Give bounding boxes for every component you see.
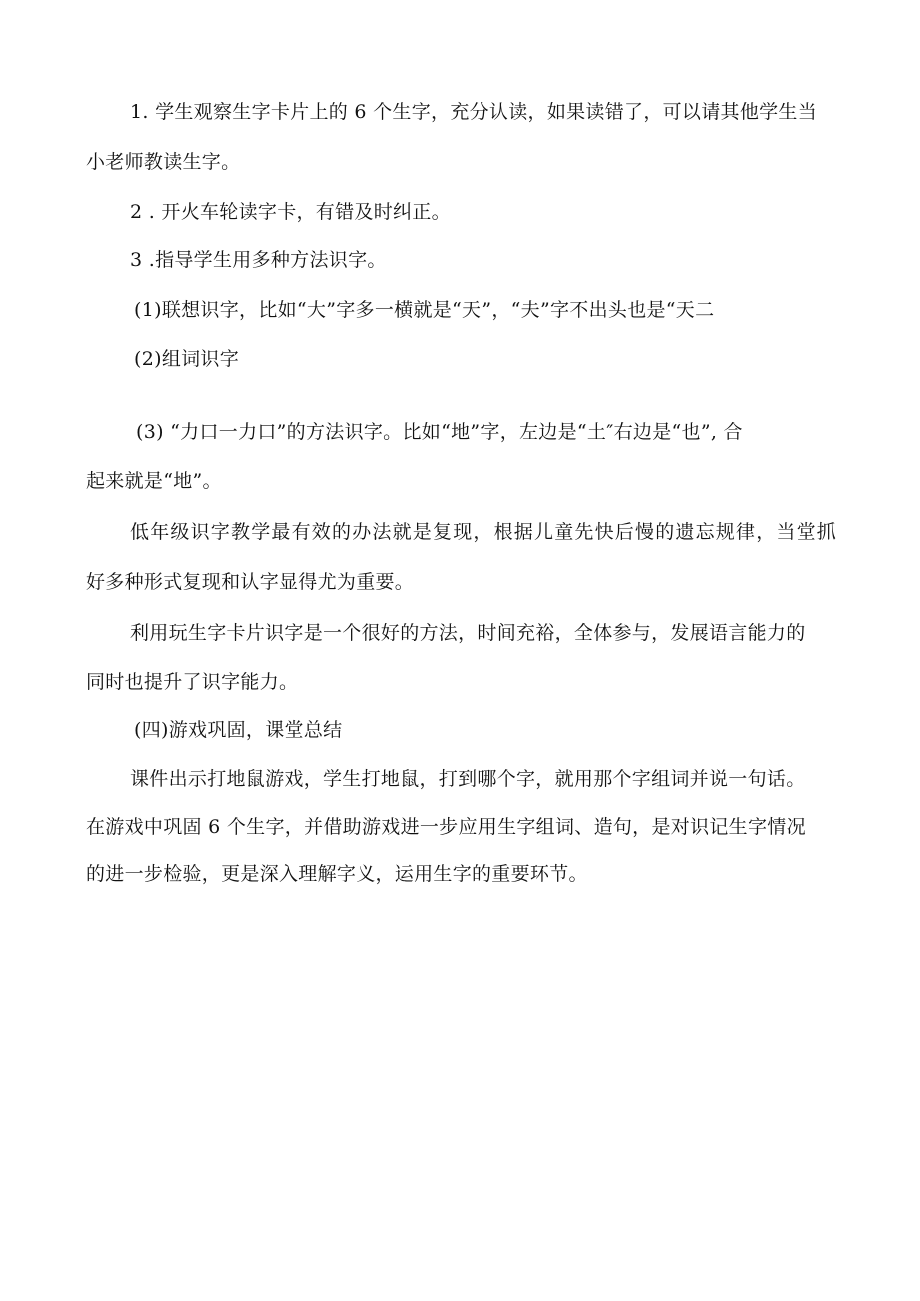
text-line-16: 的进一步检验，更是深入理解字义，运用生字的重要环节。 xyxy=(86,863,588,885)
text-line-8: 起来就是“地”。 xyxy=(86,470,222,492)
section-heading: (四)游戏巩固，课堂总结 xyxy=(134,719,343,741)
text-line-10: 好多种形式复现和认字显得尤为重要。 xyxy=(86,571,415,593)
text-line-9: 低年级识字教学最有效的办法就是复现，根据儿童先快后慢的遗忘规律，当堂抓 xyxy=(130,521,838,543)
text-line-4: 3 .指导学生用多种方法识字。 xyxy=(130,249,387,271)
text-line-12: 同时也提升了识字能力。 xyxy=(86,671,299,693)
text-line-2: 小老师教读生字。 xyxy=(86,151,241,173)
text-line-6: (2)组词识字 xyxy=(134,348,240,370)
text-line-7: (3) “力口一力口”的方法识字。比如“地”字，左边是“土″右边是“也”, 合 xyxy=(136,421,743,443)
text-line-14: 课件出示打地鼠游戏，学生打地鼠，打到哪个字，就用那个字组词并说一句话。 xyxy=(130,768,806,790)
text-line-5: (1)联想识字，比如“大”字多一横就是“天”，“夫”字不出头也是“天二 xyxy=(134,299,715,321)
text-line-11: 利用玩生字卡片识字是一个很好的方法，时间充裕，全体参与，发展语言能力的 xyxy=(130,622,806,644)
text-line-1: 1. 学生观察生字卡片上的 6 个生字，充分认读，如果读错了，可以请其他学生当 xyxy=(130,101,818,123)
text-line-15: 在游戏中巩固 6 个生字，并借助游戏进一步应用生字组词、造句，是对识记生字情况 xyxy=(86,816,806,838)
text-line-3: 2 . 开火车轮读字卡，有错及时纠正。 xyxy=(130,201,451,223)
